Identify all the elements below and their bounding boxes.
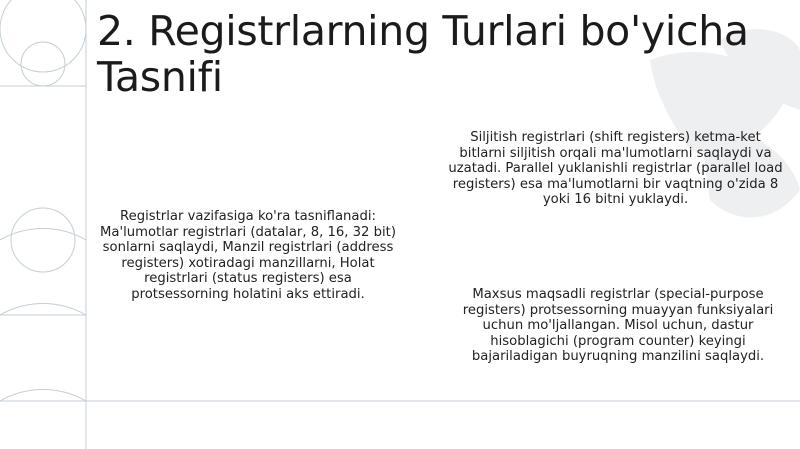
outer-circle-top (0, 0, 86, 72)
paragraph-special-purpose-registers: Maxsus maqsadli registrlar (special-purpose registers) protsessorning muayyan funksiyalari uchun mo'ljallangan. Misol uchun, dastur hisoblagichi (program counter) keyingi bajariladigan buyruqning manzilini saqlaydi. (462, 287, 774, 364)
arc-circle-left (11, 208, 75, 272)
inner-circle-top (21, 42, 65, 86)
paragraph-register-types: Registrlar vazifasiga ko'ra tasniflanadi: Ma'lumotlar registrlari (datalar, 8, 16, 32 bit) sonlarni saqlaydi, Manzil registrlari (address registers) xotiradagi manzillarni, Holat registrlari (status registers) esa protsessorning holatini aks ettiradi. (100, 209, 396, 302)
page-title: 2. Registrlarning Turlari bo'yicha Tasnifi (97, 7, 749, 101)
paragraph-shift-registers: Siljitish registrlari (shift registers) ketma-ket bitlarni siljitish orqali ma'lumotlarni saqlaydi va uzatadi. Parallel yuklanishli registrlar (parallel load registers) esa ma'lumotlarni bir vaqtning o'zida 8 yoki 16 bitni yuklaydi. (448, 130, 783, 207)
arc-lower (0, 303, 86, 315)
